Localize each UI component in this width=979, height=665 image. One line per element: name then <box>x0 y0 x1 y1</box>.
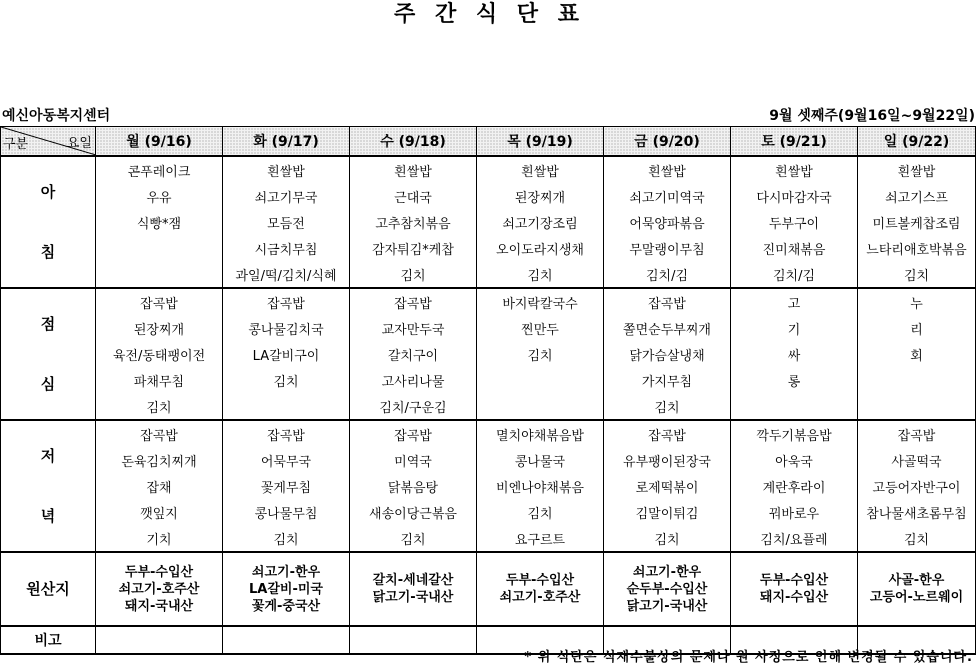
menu-item: 계란후라이 <box>731 473 858 499</box>
menu-row <box>1 209 976 235</box>
note-cell <box>96 626 223 654</box>
header-row <box>1 127 976 157</box>
menu-item: 누 <box>858 288 976 315</box>
menu-item: 잡곡밥 <box>604 288 731 315</box>
menu-item: 로제떡볶이 <box>604 473 731 499</box>
origin-row <box>1 552 976 626</box>
menu-row <box>1 341 976 367</box>
menu-item: 흰쌀밥 <box>731 156 858 183</box>
menu-item: 기치 <box>96 525 223 552</box>
menu-item: 김치 <box>858 261 976 288</box>
menu-item: 쇠고기스프 <box>858 183 976 209</box>
origin-line: 고등어-노르웨이 <box>869 590 964 605</box>
menu-item: 콩나물김치국 <box>223 315 350 341</box>
menu-item: 유부팽이된장국 <box>604 447 731 473</box>
menu-item: 김치/구운김 <box>350 393 477 420</box>
meal-label-char: 심 <box>40 375 56 393</box>
menu-row <box>1 473 976 499</box>
menu-row <box>1 447 976 473</box>
origin-line: 갈치-세네갈산 <box>372 573 454 588</box>
origin-line: 돼지-국내산 <box>124 598 194 614</box>
meal-label-char: 점 <box>40 315 56 333</box>
origin-line: LA갈비-미국 <box>249 581 323 597</box>
menu-item: 미트볼케찹조림 <box>858 209 976 235</box>
menu-item: 쇠고기장조림 <box>477 209 604 235</box>
menu-item: 콩나물무침 <box>223 499 350 525</box>
menu-item: 김말이튀김 <box>604 499 731 525</box>
day-header-sun: 일 (9/22) <box>858 127 976 157</box>
menu-item: 김치 <box>604 393 731 420</box>
day-header-thu: 목 (9/19) <box>477 127 604 157</box>
menu-item: 잡곡밥 <box>96 420 223 447</box>
meal-label-char: 아 <box>40 183 56 201</box>
menu-item: 미역국 <box>350 447 477 473</box>
menu-row <box>1 499 976 525</box>
menu-item: 멸치야채볶음밥 <box>477 420 604 447</box>
menu-item: 롱 <box>731 367 858 393</box>
origin-line: 두부-수입산 <box>759 573 829 588</box>
menu-item: 사골떡국 <box>858 447 976 473</box>
menu-item: 김치 <box>858 525 976 552</box>
meal-label-char: 침 <box>40 243 56 261</box>
corner-label-day: 요일 <box>66 136 92 151</box>
menu-item: 참나물새초롬무침 <box>858 499 976 525</box>
origin-cell <box>477 552 604 626</box>
menu-item: 잡곡밥 <box>604 420 731 447</box>
menu-item <box>223 393 350 420</box>
footnote: * 위 식단은 식재수불상의 문제나 원 사정으로 인해 변경될 수 있습니다. <box>524 650 973 665</box>
menu-item: 두부구이 <box>731 209 858 235</box>
menu-item: 진미채볶음 <box>731 235 858 261</box>
meal-label-lunch <box>1 288 96 420</box>
day-header-sat: 토 (9/21) <box>731 127 858 157</box>
menu-item: 잡곡밥 <box>223 420 350 447</box>
menu-item: 쇠고기미역국 <box>604 183 731 209</box>
menu-row <box>1 393 976 420</box>
corner-cell <box>1 127 96 157</box>
menu-item <box>731 393 858 420</box>
menu-item: 쇠고기무국 <box>223 183 350 209</box>
origin-cell <box>96 552 223 626</box>
origin-line: 돼지-수입산 <box>759 590 829 605</box>
menu-item: 육전/동태팽이전 <box>96 341 223 367</box>
origin-line: 닭고기-국내산 <box>372 590 454 605</box>
menu-item: 고추참치볶음 <box>350 209 477 235</box>
meal-label-breakfast <box>1 156 96 288</box>
menu-item: 과일/떡/김치/식혜 <box>223 261 350 288</box>
menu-row <box>1 156 976 183</box>
menu-row <box>1 315 976 341</box>
menu-item: 김치/김 <box>604 261 731 288</box>
origin-cell <box>350 552 477 626</box>
menu-item: 싸 <box>731 341 858 367</box>
menu-item: 모듬전 <box>223 209 350 235</box>
menu-row <box>1 183 976 209</box>
origin-cell <box>731 552 858 626</box>
menu-row <box>1 420 976 447</box>
menu-item: 요구르트 <box>477 525 604 552</box>
menu-item: 리 <box>858 315 976 341</box>
menu-item: 다시마감자국 <box>731 183 858 209</box>
origin-label: 원산지 <box>1 552 96 626</box>
menu-item: 시금치무침 <box>223 235 350 261</box>
menu-item: 갈치구이 <box>350 341 477 367</box>
menu-item: 돈육김치찌개 <box>96 447 223 473</box>
menu-item: 김치 <box>223 525 350 552</box>
menu-item: 어묵양파볶음 <box>604 209 731 235</box>
menu-item: 교자만두국 <box>350 315 477 341</box>
origin-cell <box>858 552 976 626</box>
menu-item: 콘푸레이크 <box>96 156 223 183</box>
menu-item: 꿔바로우 <box>731 499 858 525</box>
meal-label-dinner <box>1 420 96 552</box>
menu-table <box>0 126 976 655</box>
menu-item: 된장찌개 <box>477 183 604 209</box>
menu-item: 김치 <box>350 261 477 288</box>
menu-item: 고등어자반구이 <box>858 473 976 499</box>
menu-item: 근대국 <box>350 183 477 209</box>
menu-item <box>477 367 604 393</box>
menu-item: 감자튀김*케찹 <box>350 235 477 261</box>
menu-item: 고 <box>731 288 858 315</box>
origin-line: 두부-수입산 <box>124 564 194 580</box>
note-cell <box>350 626 477 654</box>
menu-item: 새송이당근볶음 <box>350 499 477 525</box>
menu-item: 김치 <box>96 393 223 420</box>
menu-item: 흰쌀밥 <box>858 156 976 183</box>
menu-item: 닭가슴살냉채 <box>604 341 731 367</box>
menu-item: 잡곡밥 <box>350 288 477 315</box>
meal-label-char: 녁 <box>40 507 56 525</box>
menu-item: 느타리애호박볶음 <box>858 235 976 261</box>
page-title: 주 간 식 단 표 <box>394 2 585 27</box>
menu-item: 닭볶음탕 <box>350 473 477 499</box>
week-range: 9월 셋째주(9월16일~9월22일) <box>769 108 975 124</box>
menu-item: 된장찌개 <box>96 315 223 341</box>
note-cell <box>223 626 350 654</box>
menu-item: 김치 <box>350 525 477 552</box>
menu-item: 흰쌀밥 <box>223 156 350 183</box>
menu-item: 잡곡밥 <box>858 420 976 447</box>
menu-item: 깻잎지 <box>96 499 223 525</box>
meal-label-char: 저 <box>40 447 56 465</box>
menu-item: 아욱국 <box>731 447 858 473</box>
menu-item <box>96 235 223 261</box>
origin-line: 닭고기-국내산 <box>626 598 708 614</box>
menu-row <box>1 261 976 288</box>
menu-item: 회 <box>858 341 976 367</box>
menu-item: 기 <box>731 315 858 341</box>
day-header-tue: 화 (9/17) <box>223 127 350 157</box>
origin-line: 쇠고기-호주산 <box>499 590 581 605</box>
menu-item: 가지무침 <box>604 367 731 393</box>
day-header-mon: 월 (9/16) <box>96 127 223 157</box>
origin-line: 쇠고기-한우 <box>632 564 702 580</box>
menu-item: 고사리나물 <box>350 367 477 393</box>
note-label: 비고 <box>1 626 96 654</box>
origin-line: 사골-한우 <box>888 573 945 588</box>
origin-cell <box>604 552 731 626</box>
menu-body <box>1 156 976 654</box>
menu-item: 잡채 <box>96 473 223 499</box>
origin-line: 두부-수입산 <box>505 573 575 588</box>
menu-item: 바지락칼국수 <box>477 288 604 315</box>
origin-line: 쇠고기-한우 <box>251 564 321 580</box>
day-header-wed: 수 (9/18) <box>350 127 477 157</box>
menu-item: LA갈비구이 <box>223 341 350 367</box>
origin-line: 꽃게-중국산 <box>251 598 321 614</box>
menu-item: 꽃게무침 <box>223 473 350 499</box>
center-name: 예신아동복지센터 <box>2 108 111 124</box>
menu-row <box>1 288 976 315</box>
menu-item: 김치 <box>477 261 604 288</box>
menu-item: 김치 <box>604 525 731 552</box>
menu-item: 흰쌀밥 <box>350 156 477 183</box>
menu-item: 흰쌀밥 <box>604 156 731 183</box>
menu-item: 쫄면순두부찌개 <box>604 315 731 341</box>
menu-item: 김치 <box>223 367 350 393</box>
menu-item <box>858 367 976 393</box>
corner-label-category: 구분 <box>3 137 29 152</box>
menu-item: 김치 <box>477 341 604 367</box>
menu-row <box>1 235 976 261</box>
day-header-fri: 금 (9/20) <box>604 127 731 157</box>
menu-item: 파채무침 <box>96 367 223 393</box>
origin-line: 순두부-수입산 <box>626 581 708 597</box>
menu-item: 흰쌀밥 <box>477 156 604 183</box>
menu-row <box>1 525 976 552</box>
menu-item: 잡곡밥 <box>350 420 477 447</box>
menu-item: 찐만두 <box>477 315 604 341</box>
menu-item: 김치/김 <box>731 261 858 288</box>
menu-item: 식빵*잼 <box>96 209 223 235</box>
menu-item: 오이도라지생채 <box>477 235 604 261</box>
menu-row <box>1 367 976 393</box>
menu-item <box>96 261 223 288</box>
origin-cell <box>223 552 350 626</box>
menu-item: 깍두기볶음밥 <box>731 420 858 447</box>
menu-item: 무말랭이무침 <box>604 235 731 261</box>
menu-item <box>477 393 604 420</box>
origin-line: 쇠고기-호주산 <box>118 581 200 597</box>
menu-item: 콩나물국 <box>477 447 604 473</box>
menu-item: 김치/요플레 <box>731 525 858 552</box>
menu-item: 비엔나야채볶음 <box>477 473 604 499</box>
menu-item: 김치 <box>477 499 604 525</box>
menu-item <box>858 393 976 420</box>
menu-item: 어묵무국 <box>223 447 350 473</box>
menu-item: 잡곡밥 <box>223 288 350 315</box>
menu-item: 우유 <box>96 183 223 209</box>
menu-item: 잡곡밥 <box>96 288 223 315</box>
